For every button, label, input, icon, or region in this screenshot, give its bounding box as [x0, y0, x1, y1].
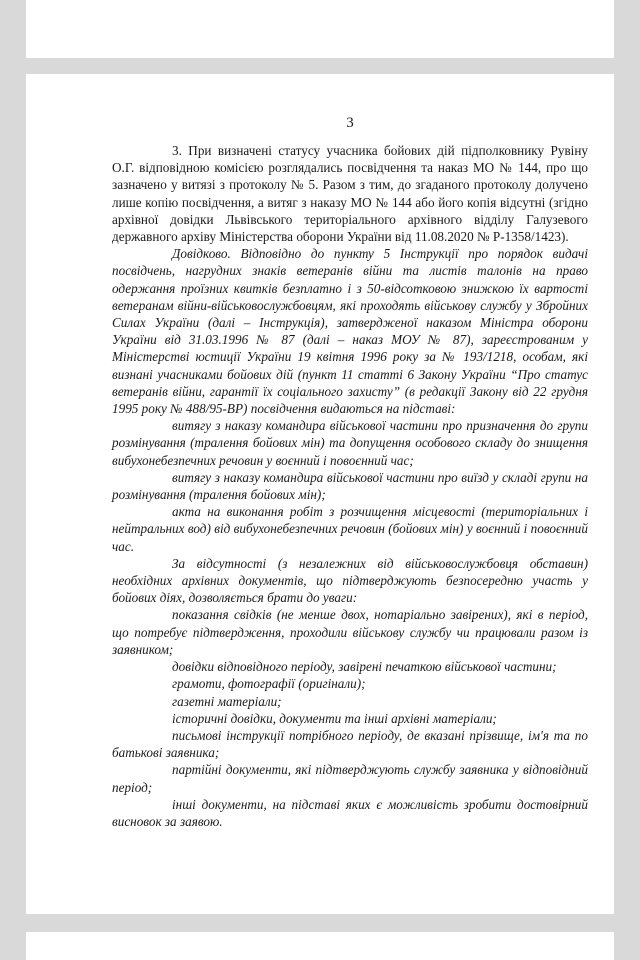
- list-item-party-documents: партійні документи, які підтверджують службу заявника у відповідний період;: [112, 762, 588, 795]
- list-item-demining-order: витягу з наказу командира військової частини про призначення до групи розмінування (тралення бойових мін) та допущення особового складу до знищення вибухонебезпечних речовин у воєнний і повоєнний час;: [112, 418, 588, 468]
- list-item-witness-testimony: показання свідків (не менше двох, нотаріально завірених), які в період, що потребує підтвердження, проходили військову службу чи працювали разом із заявником;: [112, 607, 588, 657]
- document-page: [26, 74, 614, 914]
- page-number: 3: [346, 115, 354, 131]
- list-item-historical-records: історичні довідки, документи та інші архівні матеріали;: [172, 710, 497, 726]
- list-item-departure-order: витягу з наказу командира військової частини про виїзд у складі групи на розмінування (тралення бойових мін);: [112, 469, 588, 503]
- paragraph-absence-clause: За відсутності (з незалежних від військовослужбовця обставин) необхідних архівних документів, що підтверджують безпосередню участь у бойових діях, дозволяється брати до уваги:: [112, 555, 588, 606]
- paragraph-status-determination: 3. При визначені статусу учасника бойових дій підполковнику Рувіну О.Г. відповідною комісією розглядались посвідчення та наказ МО № 144, про що зазначено у витязі з протоколу № 5. Разом з тим, до згаданого протоколу долучено лише копію посвідчення, а витяг з наказу МО № 144 або його копія відсутні (згідно архівної довідки Львівського територіального архівного відділу Галузевого державного архіву Міністерства оборони України від 11.08.2020 № Р-1358/1423).: [112, 143, 588, 245]
- previous-page-fragment: [26, 0, 614, 58]
- list-item-diplomas-photos: грамоти, фотографії (оригінали);: [172, 676, 366, 692]
- list-item-other-documents: інші документи, на підставі яких є можливість зробити достовірний висновок за заявою.: [112, 796, 588, 829]
- page-body: [112, 114, 588, 830]
- paragraph-reference-note: Довідково. Відповідно до пункту 5 Інструкції про порядок видачі посвідчень, нагрудних знаків ветеранів війни та листів талонів на право одержання проїзних квитків безплатно і з 50-відсотковою знижкою їх вартості ветеранам війни-військовослужбовцям, які проходять військову службу у Збройних Силах України (далі – Інструкція), затвердженої наказом Міністра оборони України від 31.03.1996 № 87 (далі – наказ МОУ № 87), зареєстрованим у Міністерстві юстиції України 19 квітня 1996 року за № 193/1218, особам, які визнані учасниками бойових дій (пункт 11 статті 6 Закону України “Про статус ветеранів війни, гарантії їх соціального захисту” (в редакції Закону від 22 грудня 1995 року № 488/95-ВР) посвідчення видаються на підставі:: [112, 246, 588, 417]
- list-item-newspapers: газетні матеріали;: [172, 693, 282, 709]
- list-item-written-instructions: письмові інструкції потрібного періоду, де вказані прізвище, ім'я та по батькові заявника;: [112, 727, 588, 761]
- list-item-clearing-act: акта на виконання робіт з розчищення місцевості (територіальних і нейтральних вод) від вибухонебезпечних речовин (бойових мін) у воєнний і повоєнний час.: [112, 504, 588, 554]
- next-page-fragment: [26, 932, 614, 960]
- list-item-period-certificates: довідки відповідного періоду, завірені печаткою військової частини;: [172, 659, 557, 675]
